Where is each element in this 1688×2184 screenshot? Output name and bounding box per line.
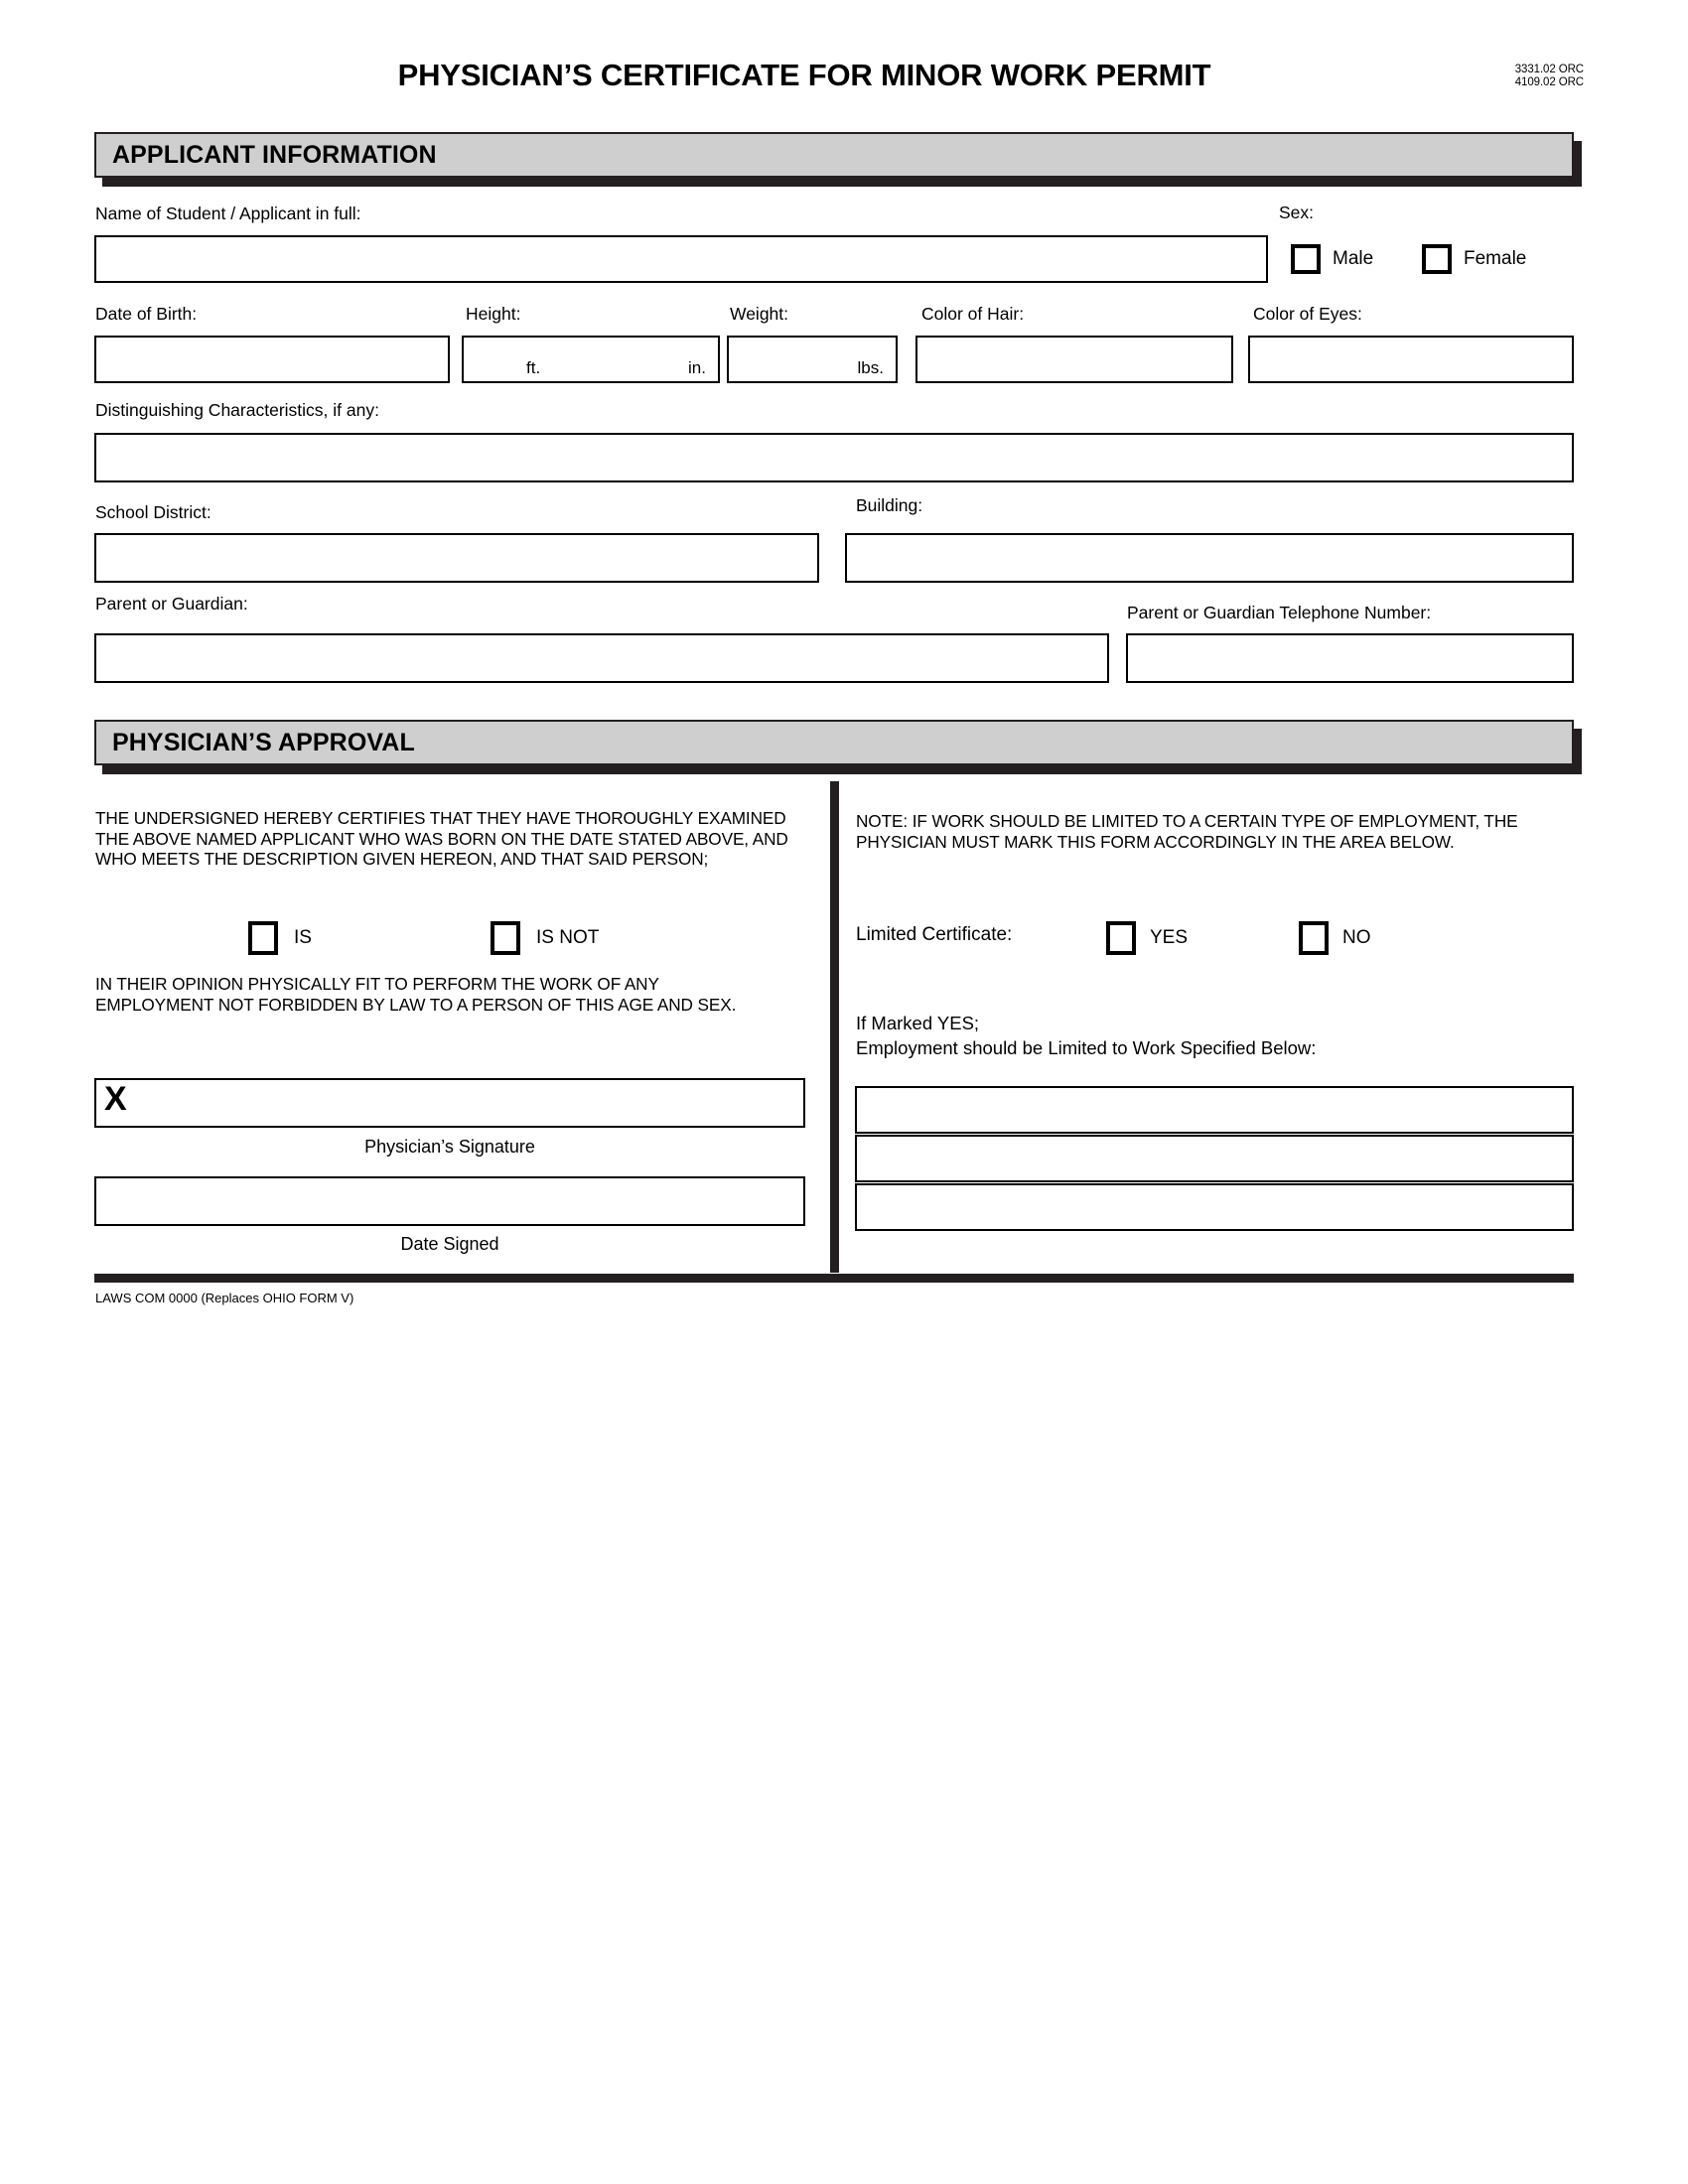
physician-signature-caption: Physician’s Signature xyxy=(364,1137,535,1157)
name-input[interactable] xyxy=(94,235,1268,283)
limited-certificate-label-yes: YES xyxy=(1150,927,1189,948)
characteristics-input[interactable] xyxy=(94,433,1574,482)
date-signed-input[interactable] xyxy=(94,1176,805,1226)
date-of-birth-input[interactable] xyxy=(94,336,450,383)
fitness-checkbox-is[interactable] xyxy=(248,921,278,955)
weight-unit: lbs. xyxy=(857,358,884,377)
fitness-label-is-not: IS NOT xyxy=(536,927,600,948)
limited-work-line-1[interactable] xyxy=(855,1086,1574,1134)
parent-phone-input[interactable] xyxy=(1126,633,1574,683)
parent-guardian-input[interactable] xyxy=(94,633,1109,683)
limited-work-line-2[interactable] xyxy=(855,1135,1574,1182)
orc-reference xyxy=(1515,64,1584,89)
building-input[interactable] xyxy=(845,533,1574,583)
height-label: Height: xyxy=(466,304,521,324)
if-marked-yes-line1: If Marked YES; xyxy=(856,1013,980,1033)
sex-checkbox-male[interactable] xyxy=(1291,244,1321,274)
bottom-rule xyxy=(94,1274,1574,1283)
orc-line-1: 3331.02 ORC xyxy=(1514,64,1584,75)
fitness-text: IN THEIR OPINION PHYSICALLY FIT TO PERFORM THE WORK OF ANY EMPLOYMENT NOT FORBIDDEN BY LAW TO A PERSON OF THIS AGE AND SEX. xyxy=(95,974,737,1015)
if-marked-yes-line2: Employment should be Limited to Work Specified Below: xyxy=(856,1037,1317,1058)
limited-certificate-checkbox-yes[interactable] xyxy=(1106,921,1136,955)
eye-color-input[interactable] xyxy=(1248,336,1574,383)
title-row xyxy=(94,58,1584,107)
certification-text: THE UNDERSIGNED HEREBY CERTIFIES THAT THEY HAVE THOROUGHLY EXAMINED THE ABOVE NAMED APPLICANT WHO WAS BORN ON THE DATE STATED ABOVE, AND WHO MEETS THE DESCRIPTION GIVEN HEREON, AND THAT SAID PERSON; xyxy=(95,808,788,869)
hair-color-label: Color of Hair: xyxy=(921,304,1025,324)
weight-label: Weight: xyxy=(730,304,789,324)
applicant-information-header xyxy=(94,132,1574,178)
fitness-label-is: IS xyxy=(294,927,312,948)
physician-signature-input[interactable] xyxy=(94,1078,805,1128)
sex-label: Sex: xyxy=(1279,203,1315,222)
limited-certificate-checkbox-no[interactable] xyxy=(1299,921,1329,955)
height-input[interactable] xyxy=(462,336,720,383)
limited-work-line-3[interactable] xyxy=(855,1183,1574,1231)
sex-label-male: Male xyxy=(1333,248,1374,269)
weight-input[interactable] xyxy=(727,336,898,383)
applicant-information-heading: APPLICANT INFORMATION xyxy=(112,141,437,169)
column-divider xyxy=(830,781,839,1273)
sex-checkbox-female[interactable] xyxy=(1422,244,1452,274)
height-in-unit: in. xyxy=(688,358,706,377)
name-label: Name of Student / Applicant in full: xyxy=(95,204,361,223)
date-of-birth-label: Date of Birth: xyxy=(95,304,198,324)
physician-approval-heading: PHYSICIAN’S APPROVAL xyxy=(112,729,415,756)
limited-work-note: NOTE: IF WORK SHOULD BE LIMITED TO A CERTAIN TYPE OF EMPLOYMENT, THE PHYSICIAN MUST MARK THIS FORM ACCORDINGLY IN THE AREA BELOW. xyxy=(856,811,1518,852)
page-title: PHYSICIAN’S CERTIFICATE FOR MINOR WORK PERMIT xyxy=(397,58,1211,92)
physician-approval-header xyxy=(94,720,1574,765)
fitness-checkbox-is-not[interactable] xyxy=(491,921,520,955)
height-ft-unit: ft. xyxy=(526,358,541,377)
orc-line-2: 4109.02 ORC xyxy=(1514,76,1584,88)
limited-certificate-label: Limited Certificate: xyxy=(856,924,1013,945)
sex-label-female: Female xyxy=(1464,248,1527,269)
signature-x-mark: X xyxy=(104,1080,127,1118)
parent-phone-label: Parent or Guardian Telephone Number: xyxy=(1127,603,1432,622)
date-signed-caption: Date Signed xyxy=(400,1234,499,1254)
school-district-label: School District: xyxy=(95,502,211,522)
form-footer-note: LAWS COM 0000 (Replaces OHIO FORM V) xyxy=(95,1291,354,1305)
eye-color-label: Color of Eyes: xyxy=(1253,304,1362,324)
school-district-input[interactable] xyxy=(94,533,819,583)
building-label: Building: xyxy=(856,495,923,515)
limited-certificate-label-no: NO xyxy=(1342,927,1371,948)
parent-guardian-label: Parent or Guardian: xyxy=(95,594,248,614)
characteristics-label: Distinguishing Characteristics, if any: xyxy=(95,400,379,420)
hair-color-input[interactable] xyxy=(915,336,1233,383)
